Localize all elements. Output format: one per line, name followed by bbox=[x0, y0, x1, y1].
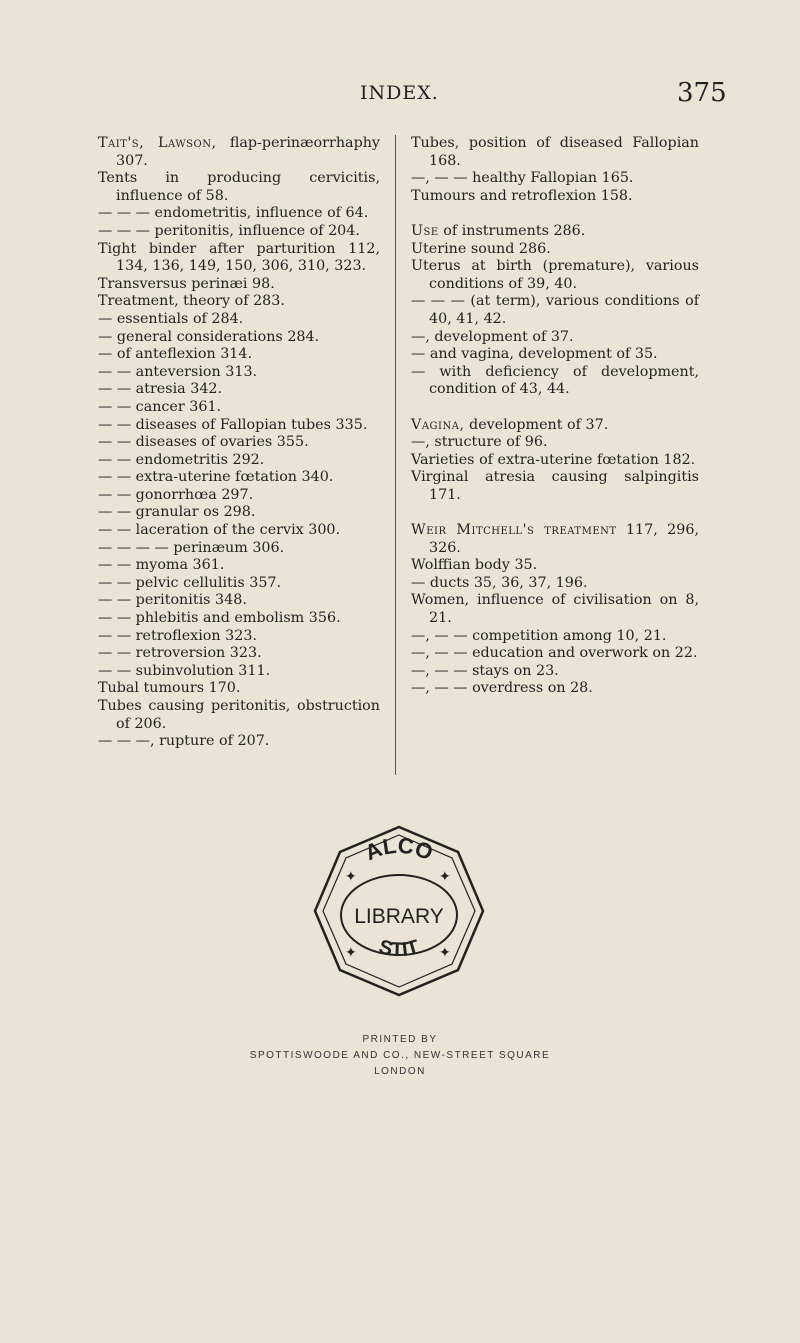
index-entry bbox=[411, 170, 699, 188]
index-entry-text: Varieties of extra-uterine fœtation 182. bbox=[411, 451, 696, 468]
index-entry-text: — general considerations 284. bbox=[98, 328, 320, 345]
index-entry-lead: Tait's, Lawson, bbox=[98, 135, 217, 151]
index-entry bbox=[98, 276, 380, 294]
index-entry-text: —, — — stays on 23. bbox=[411, 662, 559, 679]
index-entry bbox=[98, 575, 380, 593]
index-entry bbox=[411, 557, 699, 575]
section-gap bbox=[411, 205, 699, 223]
index-entry-text: — — — — perinæum 306. bbox=[98, 539, 285, 556]
index-entry-text: — — diseases of ovaries 355. bbox=[98, 434, 309, 451]
index-entry-text: — — peritonitis 348. bbox=[98, 592, 247, 609]
index-entry-text: Transversus perinæi 98. bbox=[98, 275, 275, 292]
index-entry bbox=[411, 522, 699, 557]
imprint-line-3: LONDON bbox=[374, 1066, 426, 1077]
index-entry bbox=[411, 592, 699, 627]
section-gap bbox=[411, 504, 699, 522]
index-entry-text: of instruments 286. bbox=[438, 222, 586, 239]
index-entry bbox=[98, 311, 380, 329]
index-entry-text: — — gonorrhœa 297. bbox=[98, 486, 254, 503]
section-gap bbox=[411, 399, 699, 417]
index-entry bbox=[411, 434, 699, 452]
svg-text:ALCO: ALCO bbox=[361, 832, 437, 866]
index-entry-lead: Vagina, bbox=[411, 416, 465, 433]
svg-text:✦: ✦ bbox=[345, 945, 357, 961]
index-entry bbox=[411, 223, 699, 241]
index-entry bbox=[98, 522, 380, 540]
index-entry-text: — ducts 35, 36, 37, 196. bbox=[411, 574, 588, 591]
index-entry-text: — — —, rupture of 207. bbox=[98, 733, 270, 750]
index-entry-text: — with deficiency of development, condition of 43, 44. bbox=[411, 363, 699, 398]
index-column-right bbox=[411, 135, 699, 698]
index-entry-text: — — pelvic cellulitis 357. bbox=[98, 574, 282, 591]
index-entry-text: — — retroflexion 323. bbox=[98, 627, 257, 644]
index-entry bbox=[98, 223, 380, 241]
svg-text:✦: ✦ bbox=[345, 869, 357, 885]
svg-text:✦: ✦ bbox=[439, 945, 451, 961]
index-entry-text: Women, influence of civilisation on 8, 21. bbox=[411, 592, 699, 627]
imprint-line-2: SPOTTISWOODE AND CO., NEW-STREET SQUARE bbox=[249, 1050, 551, 1061]
index-entry-text: — and vagina, development of 35. bbox=[411, 346, 658, 363]
index-entry bbox=[98, 645, 380, 663]
index-entry bbox=[98, 540, 380, 558]
index-entry-text: Uterus at birth (premature), various conditions of 39, 40. bbox=[411, 258, 699, 292]
index-entry-text: — — retroversion 323. bbox=[98, 645, 262, 662]
index-entry-text: Tumours and retroflexion 158. bbox=[411, 187, 633, 204]
index-entry bbox=[98, 487, 380, 505]
index-entry bbox=[411, 575, 699, 593]
index-entry-text: — — diseases of Fallopian tubes 335. bbox=[98, 416, 368, 433]
index-entry bbox=[411, 258, 699, 293]
index-entry bbox=[98, 557, 380, 575]
index-column-left bbox=[98, 135, 380, 751]
index-entry-text: Tubes causing peritonitis, obstruction of 206. bbox=[98, 698, 380, 732]
index-entry bbox=[98, 346, 380, 364]
index-entry bbox=[411, 417, 699, 435]
index-entry-text: Tubes, position of diseased Fallopian 168. bbox=[411, 135, 699, 169]
index-entry-text: — — extra-uterine fœtation 340. bbox=[98, 469, 334, 486]
index-entry bbox=[98, 680, 380, 698]
index-entry bbox=[411, 135, 699, 170]
index-entry bbox=[98, 329, 380, 347]
index-entry bbox=[98, 698, 380, 733]
index-entry bbox=[98, 205, 380, 223]
index-entry bbox=[98, 399, 380, 417]
running-title: INDEX. bbox=[360, 82, 439, 104]
index-entry-text: development of 37. bbox=[464, 416, 609, 433]
index-entry bbox=[411, 469, 699, 504]
index-entry-text: 117, 296, 326. bbox=[429, 522, 699, 556]
index-entry-text: Tubal tumours 170. bbox=[98, 680, 241, 697]
index-entry-text: — — subinvolution 311. bbox=[98, 662, 271, 679]
index-entry bbox=[98, 610, 380, 628]
page-header bbox=[0, 78, 800, 118]
imprint-line-1: PRINTED BY bbox=[362, 1034, 438, 1045]
index-entry-lead: Weir Mitchell's treatment bbox=[411, 522, 617, 539]
index-entry-text: — — anteversion 313. bbox=[98, 363, 258, 380]
library-stamp bbox=[311, 823, 487, 999]
index-entry bbox=[411, 293, 699, 328]
index-entry-text: Treatment, theory of 283. bbox=[98, 293, 285, 310]
index-entry-text: — essentials of 284. bbox=[98, 310, 244, 327]
index-entry-text: — — phlebitis and embolism 356. bbox=[98, 610, 341, 627]
index-entry bbox=[98, 469, 380, 487]
index-entry bbox=[411, 188, 699, 206]
index-entry bbox=[98, 135, 380, 170]
index-entry-text: — — — peritonitis, influence of 204. bbox=[98, 222, 360, 239]
index-entry bbox=[411, 663, 699, 681]
index-entry-text: Uterine sound 286. bbox=[411, 240, 551, 257]
page-number: 375 bbox=[677, 78, 727, 108]
index-entry bbox=[411, 628, 699, 646]
svg-text:STIT: STIT bbox=[376, 935, 422, 962]
index-entry-lead: Use bbox=[411, 222, 439, 239]
index-entry-text: — — endometritis 292. bbox=[98, 451, 265, 468]
index-entry bbox=[98, 364, 380, 382]
index-entry bbox=[98, 293, 380, 311]
column-divider bbox=[395, 135, 396, 775]
index-entry bbox=[98, 170, 380, 205]
index-entry bbox=[98, 417, 380, 435]
index-entry-text: — — cancer 361. bbox=[98, 398, 222, 415]
index-entry bbox=[98, 434, 380, 452]
index-entry bbox=[411, 364, 699, 399]
printer-imprint bbox=[0, 1032, 800, 1080]
index-entry-text: — — myoma 361. bbox=[98, 557, 225, 574]
library-stamp-seal bbox=[311, 823, 487, 999]
index-entry-text: — — laceration of the cervix 300. bbox=[98, 522, 341, 539]
index-entry-text: —, — — competition among 10, 21. bbox=[411, 627, 667, 644]
svg-text:LIBRARY: LIBRARY bbox=[354, 905, 444, 928]
index-entry bbox=[411, 680, 699, 698]
index-entry-text: —, development of 37. bbox=[411, 328, 574, 345]
index-entry bbox=[98, 241, 380, 276]
index-entry-text: —, — — education and overwork on 22. bbox=[411, 645, 698, 662]
index-entry bbox=[98, 733, 380, 751]
index-entry-text: — — — endometritis, influence of 64. bbox=[98, 205, 369, 222]
svg-text:✦: ✦ bbox=[439, 869, 451, 885]
index-entry-text: flap-perinæorrhaphy 307. bbox=[116, 135, 381, 169]
index-entry bbox=[98, 592, 380, 610]
index-entry-text: Virginal atresia causing salpingitis 171. bbox=[411, 469, 699, 503]
index-entry bbox=[98, 452, 380, 470]
index-entry-text: —, — — healthy Fallopian 165. bbox=[411, 170, 634, 187]
index-entry-text: — of anteflexion 314. bbox=[98, 346, 253, 363]
index-entry-text: Tents in producing cervicitis, influence of 58. bbox=[98, 170, 380, 204]
index-entry bbox=[411, 452, 699, 470]
index-entry bbox=[411, 645, 699, 663]
index-entry-text: Wolffian body 35. bbox=[411, 557, 538, 574]
index-entry bbox=[98, 663, 380, 681]
index-entry bbox=[411, 329, 699, 347]
index-entry-text: — — atresia 342. bbox=[98, 381, 223, 398]
index-entry-text: — — — (at term), various conditions of 40, 41, 42. bbox=[411, 293, 699, 327]
index-entry-text: —, — — overdress on 28. bbox=[411, 680, 593, 697]
index-entry bbox=[98, 504, 380, 522]
index-entry bbox=[411, 346, 699, 364]
index-entry-text: —, structure of 96. bbox=[411, 434, 548, 451]
index-entry-text: — — granular os 298. bbox=[98, 504, 256, 521]
index-entry-text: Tight binder after parturition 112, 134, 136, 149, 150, 306, 310, 323. bbox=[98, 240, 380, 275]
index-entry bbox=[98, 628, 380, 646]
index-entry bbox=[411, 241, 699, 259]
index-entry bbox=[98, 381, 380, 399]
